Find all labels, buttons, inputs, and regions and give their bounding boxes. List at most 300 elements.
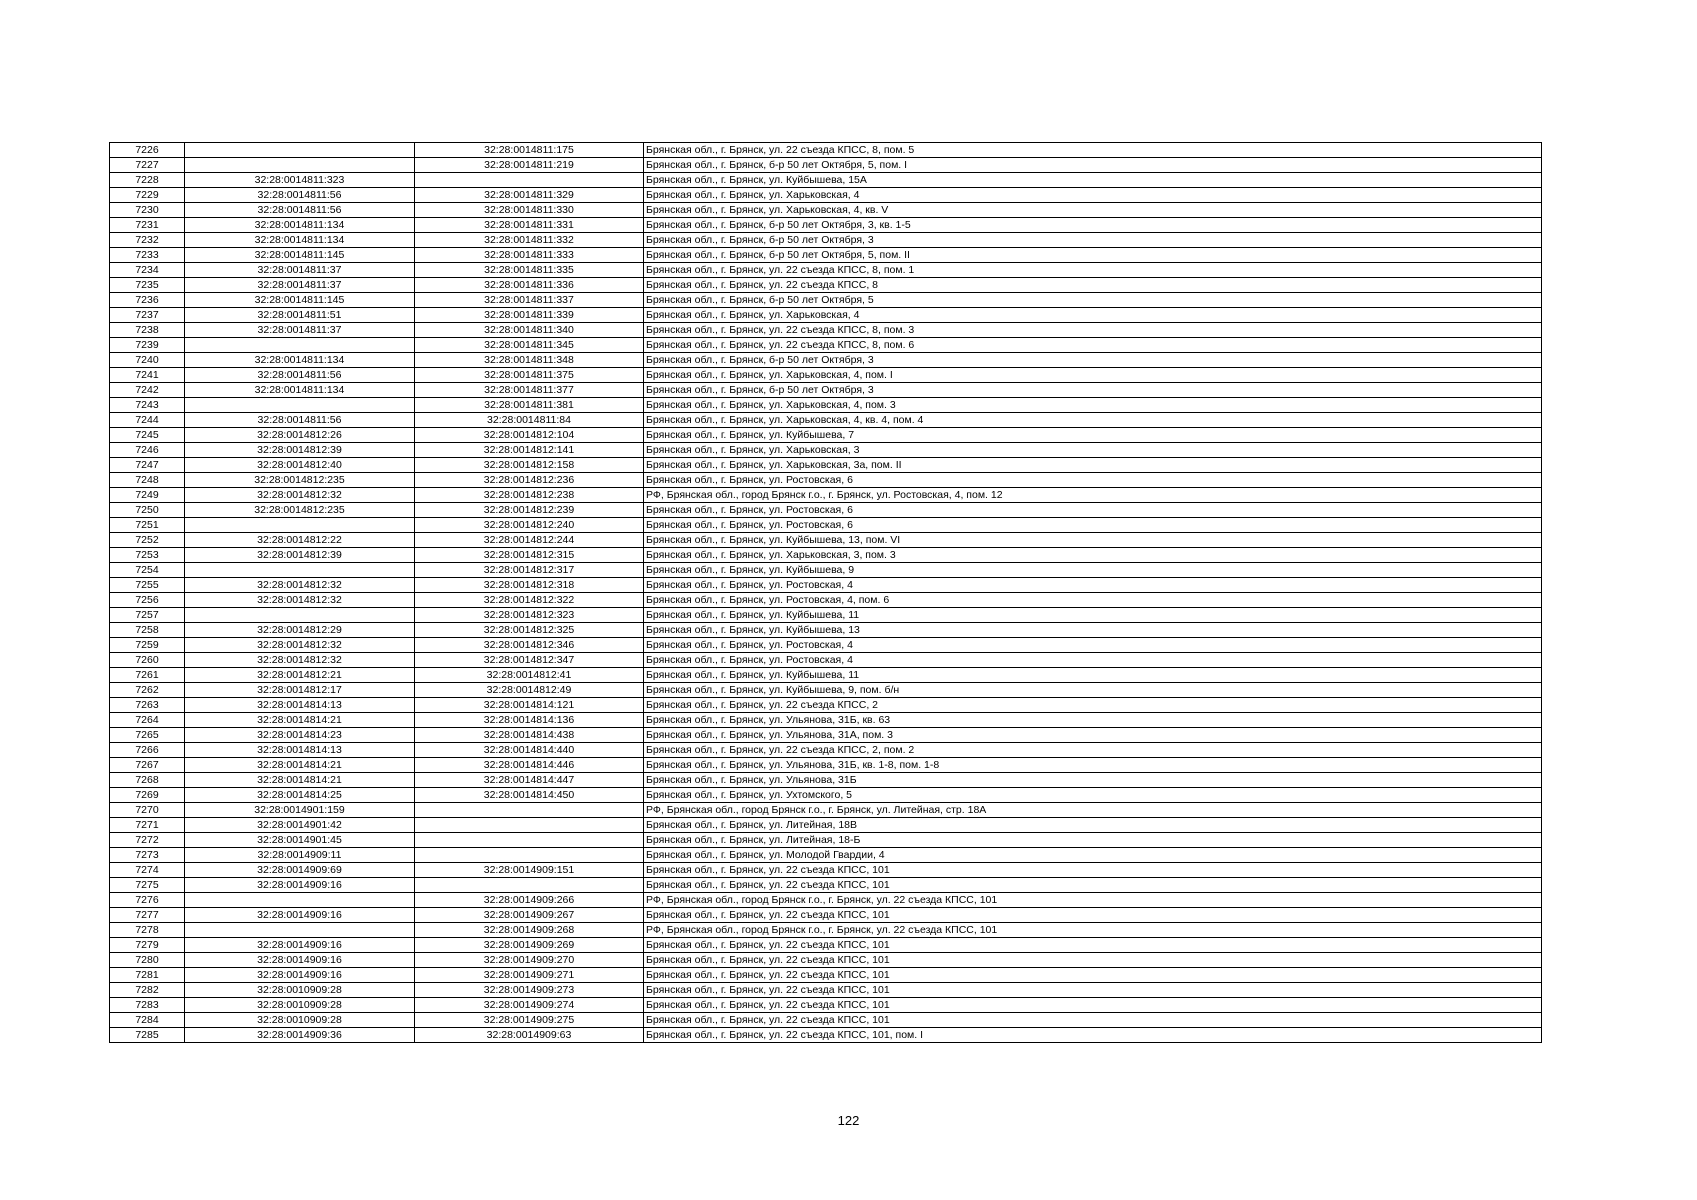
object-cadastral-number-cell [415,878,644,893]
row-number-cell: 7284 [110,1013,185,1028]
row-number-cell: 7275 [110,878,185,893]
address-cell: Брянская обл., г. Брянск, ул. 22 съезда КПСС, 8, пом. 5 [644,143,1542,158]
table-row [110,143,1542,158]
table-row [110,308,1542,323]
row-number-cell: 7250 [110,503,185,518]
table-row [110,1013,1542,1028]
land-cadastral-number-cell [185,158,415,173]
land-cadastral-number-cell: 32:28:0014901:159 [185,803,415,818]
row-number-cell: 7239 [110,338,185,353]
object-cadastral-number-cell: 32:28:0014909:269 [415,938,644,953]
table-row [110,188,1542,203]
land-cadastral-number-cell: 32:28:0014814:13 [185,698,415,713]
address-cell: Брянская обл., г. Брянск, ул. Литейная, 18-Б [644,833,1542,848]
address-cell: Брянская обл., г. Брянск, ул. 22 съезда КПСС, 2 [644,698,1542,713]
address-cell: Брянская обл., г. Брянск, ул. Ростовская, 6 [644,518,1542,533]
address-cell: Брянская обл., г. Брянск, ул. Харьковская, 3, пом. 3 [644,548,1542,563]
land-cadastral-number-cell: 32:28:0014812:40 [185,458,415,473]
row-number-cell: 7262 [110,683,185,698]
row-number-cell: 7246 [110,443,185,458]
row-number-cell: 7240 [110,353,185,368]
row-number-cell: 7238 [110,323,185,338]
object-cadastral-number-cell: 32:28:0014909:266 [415,893,644,908]
land-cadastral-number-cell: 32:28:0014811:56 [185,188,415,203]
row-number-cell: 7241 [110,368,185,383]
address-cell: Брянская обл., г. Брянск, ул. 22 съезда КПСС, 101 [644,968,1542,983]
address-cell: Брянская обл., г. Брянск, ул. Ростовская, 6 [644,503,1542,518]
table-row [110,158,1542,173]
table-row [110,968,1542,983]
table-row [110,383,1542,398]
table-row [110,983,1542,998]
address-cell: Брянская обл., г. Брянск, ул. Харьковская, 4, кв. 4, пом. 4 [644,413,1542,428]
address-cell: Брянская обл., г. Брянск, ул. 22 съезда КПСС, 101 [644,938,1542,953]
row-number-cell: 7236 [110,293,185,308]
land-cadastral-number-cell: 32:28:0010909:28 [185,998,415,1013]
address-cell: Брянская обл., г. Брянск, ул. 22 съезда КПСС, 101 [644,878,1542,893]
table-row [110,998,1542,1013]
address-cell: Брянская обл., г. Брянск, ул. 22 съезда КПСС, 101 [644,953,1542,968]
registry-table-body [110,143,1542,1043]
table-row [110,848,1542,863]
address-cell: Брянская обл., г. Брянск, ул. Ухтомского, 5 [644,788,1542,803]
land-cadastral-number-cell: 32:28:0014901:45 [185,833,415,848]
table-row [110,803,1542,818]
land-cadastral-number-cell: 32:28:0014811:51 [185,308,415,323]
object-cadastral-number-cell: 32:28:0014909:268 [415,923,644,938]
address-cell: Брянская обл., г. Брянск, ул. Харьковская, 4, пом. 3 [644,398,1542,413]
registry-table [109,142,1542,1043]
object-cadastral-number-cell: 32:28:0014812:158 [415,458,644,473]
address-cell: Брянская обл., г. Брянск, ул. Куйбышева, 9, пом. б/н [644,683,1542,698]
land-cadastral-number-cell: 32:28:0014811:145 [185,248,415,263]
land-cadastral-number-cell: 32:28:0014811:134 [185,383,415,398]
row-number-cell: 7255 [110,578,185,593]
table-row [110,503,1542,518]
object-cadastral-number-cell: 32:28:0014812:346 [415,638,644,653]
land-cadastral-number-cell: 32:28:0014812:21 [185,668,415,683]
table-row [110,638,1542,653]
address-cell: Брянская обл., г. Брянск, б-р 50 лет Октября, 5, пом. II [644,248,1542,263]
row-number-cell: 7280 [110,953,185,968]
address-cell: Брянская обл., г. Брянск, ул. 22 съезда КПСС, 8, пом. 1 [644,263,1542,278]
row-number-cell: 7227 [110,158,185,173]
row-number-cell: 7276 [110,893,185,908]
address-cell: Брянская обл., г. Брянск, ул. Ростовская, 4, пом. 6 [644,593,1542,608]
land-cadastral-number-cell [185,923,415,938]
address-cell: Брянская обл., г. Брянск, б-р 50 лет Октября, 3, кв. 1-5 [644,218,1542,233]
land-cadastral-number-cell: 32:28:0014814:21 [185,758,415,773]
address-cell: Брянская обл., г. Брянск, б-р 50 лет Октября, 3 [644,233,1542,248]
land-cadastral-number-cell: 32:28:0014909:69 [185,863,415,878]
address-cell: Брянская обл., г. Брянск, ул. Куйбышева, 9 [644,563,1542,578]
table-row [110,338,1542,353]
land-cadastral-number-cell: 32:28:0014811:56 [185,368,415,383]
land-cadastral-number-cell: 32:28:0014814:23 [185,728,415,743]
row-number-cell: 7233 [110,248,185,263]
object-cadastral-number-cell: 32:28:0014909:270 [415,953,644,968]
table-row [110,593,1542,608]
address-cell: Брянская обл., г. Брянск, ул. Ульянова, 31Б [644,773,1542,788]
address-cell: Брянская обл., г. Брянск, б-р 50 лет Октября, 5 [644,293,1542,308]
address-cell: Брянская обл., г. Брянск, ул. 22 съезда КПСС, 101, пом. I [644,1028,1542,1043]
table-row [110,698,1542,713]
table-row [110,938,1542,953]
address-cell: Брянская обл., г. Брянск, ул. Ростовская, 4 [644,638,1542,653]
table-row [110,518,1542,533]
row-number-cell: 7258 [110,623,185,638]
address-cell: Брянская обл., г. Брянск, ул. 22 съезда КПСС, 8, пом. 3 [644,323,1542,338]
table-row [110,953,1542,968]
table-row [110,203,1542,218]
address-cell: Брянская обл., г. Брянск, ул. Молодой Гвардии, 4 [644,848,1542,863]
address-cell: Брянская обл., г. Брянск, б-р 50 лет Октября, 3 [644,353,1542,368]
address-cell: Брянская обл., г. Брянск, ул. Харьковская, 4, пом. I [644,368,1542,383]
row-number-cell: 7281 [110,968,185,983]
land-cadastral-number-cell: 32:28:0010909:28 [185,1013,415,1028]
object-cadastral-number-cell [415,818,644,833]
table-row [110,833,1542,848]
object-cadastral-number-cell: 32:28:0014812:238 [415,488,644,503]
row-number-cell: 7271 [110,818,185,833]
object-cadastral-number-cell: 32:28:0014814:446 [415,758,644,773]
row-number-cell: 7232 [110,233,185,248]
address-cell: Брянская обл., г. Брянск, ул. Литейная, 18В [644,818,1542,833]
address-cell: Брянская обл., г. Брянск, ул. Ростовская, 4 [644,653,1542,668]
object-cadastral-number-cell: 32:28:0014812:323 [415,608,644,623]
table-row [110,773,1542,788]
row-number-cell: 7249 [110,488,185,503]
row-number-cell: 7247 [110,458,185,473]
object-cadastral-number-cell: 32:28:0014811:381 [415,398,644,413]
land-cadastral-number-cell: 32:28:0014812:26 [185,428,415,443]
table-row [110,458,1542,473]
land-cadastral-number-cell: 32:28:0014909:36 [185,1028,415,1043]
object-cadastral-number-cell: 32:28:0014811:329 [415,188,644,203]
land-cadastral-number-cell: 32:28:0014812:22 [185,533,415,548]
page-number: 122 [837,1113,860,1128]
object-cadastral-number-cell: 32:28:0014811:175 [415,143,644,158]
table-row [110,248,1542,263]
land-cadastral-number-cell: 32:28:0014811:145 [185,293,415,308]
row-number-cell: 7264 [110,713,185,728]
row-number-cell: 7259 [110,638,185,653]
land-cadastral-number-cell: 32:28:0014814:21 [185,773,415,788]
table-row [110,743,1542,758]
land-cadastral-number-cell [185,398,415,413]
object-cadastral-number-cell: 32:28:0014811:335 [415,263,644,278]
land-cadastral-number-cell: 32:28:0014811:323 [185,173,415,188]
row-number-cell: 7231 [110,218,185,233]
row-number-cell: 7230 [110,203,185,218]
object-cadastral-number-cell: 32:28:0014811:333 [415,248,644,263]
table-row [110,863,1542,878]
object-cadastral-number-cell: 32:28:0014812:244 [415,533,644,548]
object-cadastral-number-cell: 32:28:0014814:121 [415,698,644,713]
address-cell: Брянская обл., г. Брянск, ул. Ульянова, 31Б, кв. 1-8, пом. 1-8 [644,758,1542,773]
address-cell: Брянская обл., г. Брянск, ул. Куйбышева, 13 [644,623,1542,638]
address-cell: Брянская обл., г. Брянск, ул. 22 съезда КПСС, 101 [644,998,1542,1013]
row-number-cell: 7248 [110,473,185,488]
land-cadastral-number-cell: 32:28:0014811:37 [185,263,415,278]
row-number-cell: 7256 [110,593,185,608]
land-cadastral-number-cell: 32:28:0014814:13 [185,743,415,758]
land-cadastral-number-cell: 32:28:0014812:29 [185,623,415,638]
object-cadastral-number-cell: 32:28:0014909:267 [415,908,644,923]
address-cell: РФ, Брянская обл., город Брянск г.о., г. Брянск, ул. Ростовская, 4, пом. 12 [644,488,1542,503]
object-cadastral-number-cell: 32:28:0014812:322 [415,593,644,608]
land-cadastral-number-cell [185,338,415,353]
row-number-cell: 7277 [110,908,185,923]
address-cell: Брянская обл., г. Брянск, ул. Куйбышева, 15А [644,173,1542,188]
object-cadastral-number-cell: 32:28:0014811:345 [415,338,644,353]
row-number-cell: 7273 [110,848,185,863]
object-cadastral-number-cell: 32:28:0014811:330 [415,203,644,218]
land-cadastral-number-cell: 32:28:0014812:39 [185,443,415,458]
address-cell: Брянская обл., г. Брянск, ул. Харьковская, 4, кв. V [644,203,1542,218]
object-cadastral-number-cell: 32:28:0014814:136 [415,713,644,728]
row-number-cell: 7254 [110,563,185,578]
row-number-cell: 7229 [110,188,185,203]
table-row [110,788,1542,803]
object-cadastral-number-cell [415,848,644,863]
land-cadastral-number-cell: 32:28:0014811:56 [185,203,415,218]
object-cadastral-number-cell: 32:28:0014814:440 [415,743,644,758]
table-row [110,923,1542,938]
object-cadastral-number-cell: 32:28:0014812:239 [415,503,644,518]
table-row [110,488,1542,503]
land-cadastral-number-cell: 32:28:0014909:11 [185,848,415,863]
object-cadastral-number-cell: 32:28:0014812:325 [415,623,644,638]
object-cadastral-number-cell: 32:28:0014814:447 [415,773,644,788]
table-row [110,413,1542,428]
land-cadastral-number-cell: 32:28:0014909:16 [185,938,415,953]
object-cadastral-number-cell: 32:28:0014811:331 [415,218,644,233]
address-cell: Брянская обл., г. Брянск, ул. Ростовская, 6 [644,473,1542,488]
land-cadastral-number-cell: 32:28:0014814:25 [185,788,415,803]
land-cadastral-number-cell: 32:28:0014811:134 [185,233,415,248]
object-cadastral-number-cell: 32:28:0014812:240 [415,518,644,533]
object-cadastral-number-cell: 32:28:0014812:315 [415,548,644,563]
object-cadastral-number-cell: 32:28:0014812:347 [415,653,644,668]
row-number-cell: 7285 [110,1028,185,1043]
row-number-cell: 7253 [110,548,185,563]
object-cadastral-number-cell: 32:28:0014811:348 [415,353,644,368]
row-number-cell: 7251 [110,518,185,533]
address-cell: РФ, Брянская обл., город Брянск г.о., г. Брянск, ул. 22 съезда КПСС, 101 [644,923,1542,938]
table-row [110,728,1542,743]
land-cadastral-number-cell: 32:28:0014812:32 [185,578,415,593]
address-cell: Брянская обл., г. Брянск, б-р 50 лет Октября, 5, пом. I [644,158,1542,173]
land-cadastral-number-cell: 32:28:0014814:21 [185,713,415,728]
row-number-cell: 7245 [110,428,185,443]
object-cadastral-number-cell [415,173,644,188]
address-cell: Брянская обл., г. Брянск, ул. Куйбышева, 13, пом. VI [644,533,1542,548]
row-number-cell: 7278 [110,923,185,938]
land-cadastral-number-cell [185,893,415,908]
row-number-cell: 7270 [110,803,185,818]
table-row [110,893,1542,908]
row-number-cell: 7234 [110,263,185,278]
table-row [110,1028,1542,1043]
object-cadastral-number-cell: 32:28:0014811:84 [415,413,644,428]
object-cadastral-number-cell: 32:28:0014811:336 [415,278,644,293]
object-cadastral-number-cell: 32:28:0014812:49 [415,683,644,698]
land-cadastral-number-cell: 32:28:0014811:134 [185,218,415,233]
row-number-cell: 7266 [110,743,185,758]
table-row [110,578,1542,593]
object-cadastral-number-cell: 32:28:0014811:377 [415,383,644,398]
object-cadastral-number-cell: 32:28:0014811:332 [415,233,644,248]
table-row [110,473,1542,488]
row-number-cell: 7267 [110,758,185,773]
object-cadastral-number-cell [415,803,644,818]
address-cell: Брянская обл., г. Брянск, ул. 22 съезда КПСС, 101 [644,863,1542,878]
address-cell: Брянская обл., г. Брянск, ул. Куйбышева, 11 [644,668,1542,683]
address-cell: Брянская обл., г. Брянск, ул. Ульянова, 31А, пом. 3 [644,728,1542,743]
row-number-cell: 7279 [110,938,185,953]
row-number-cell: 7269 [110,788,185,803]
address-cell: Брянская обл., г. Брянск, ул. 22 съезда КПСС, 101 [644,983,1542,998]
object-cadastral-number-cell: 32:28:0014909:271 [415,968,644,983]
table-row [110,713,1542,728]
table-row [110,428,1542,443]
table-row [110,908,1542,923]
row-number-cell: 7252 [110,533,185,548]
row-number-cell: 7235 [110,278,185,293]
object-cadastral-number-cell: 32:28:0014811:340 [415,323,644,338]
land-cadastral-number-cell: 32:28:0010909:28 [185,983,415,998]
object-cadastral-number-cell: 32:28:0014814:438 [415,728,644,743]
table-row [110,758,1542,773]
table-row [110,818,1542,833]
object-cadastral-number-cell: 32:28:0014812:236 [415,473,644,488]
row-number-cell: 7263 [110,698,185,713]
table-row [110,293,1542,308]
land-cadastral-number-cell: 32:28:0014812:32 [185,638,415,653]
address-cell: РФ, Брянская обл., город Брянск г.о., г. Брянск, ул. Литейная, стр. 18А [644,803,1542,818]
object-cadastral-number-cell: 32:28:0014811:375 [415,368,644,383]
table-row [110,653,1542,668]
table-row [110,398,1542,413]
object-cadastral-number-cell: 32:28:0014811:219 [415,158,644,173]
object-cadastral-number-cell [415,833,644,848]
object-cadastral-number-cell: 32:28:0014812:318 [415,578,644,593]
land-cadastral-number-cell: 32:28:0014812:39 [185,548,415,563]
address-cell: Брянская обл., г. Брянск, ул. Харьковская, 3 [644,443,1542,458]
table-row [110,368,1542,383]
land-cadastral-number-cell: 32:28:0014812:32 [185,488,415,503]
table-row [110,683,1542,698]
row-number-cell: 7282 [110,983,185,998]
address-cell: Брянская обл., г. Брянск, б-р 50 лет Октября, 3 [644,383,1542,398]
address-cell: Брянская обл., г. Брянск, ул. Харьковская, 3а, пом. II [644,458,1542,473]
address-cell: Брянская обл., г. Брянск, ул. Ростовская, 4 [644,578,1542,593]
row-number-cell: 7228 [110,173,185,188]
object-cadastral-number-cell: 32:28:0014812:141 [415,443,644,458]
row-number-cell: 7257 [110,608,185,623]
row-number-cell: 7237 [110,308,185,323]
row-number-cell: 7283 [110,998,185,1013]
object-cadastral-number-cell: 32:28:0014811:337 [415,293,644,308]
table-row [110,278,1542,293]
row-number-cell: 7272 [110,833,185,848]
land-cadastral-number-cell: 32:28:0014812:235 [185,503,415,518]
land-cadastral-number-cell [185,563,415,578]
object-cadastral-number-cell: 32:28:0014909:63 [415,1028,644,1043]
object-cadastral-number-cell: 32:28:0014812:104 [415,428,644,443]
land-cadastral-number-cell: 32:28:0014909:16 [185,908,415,923]
row-number-cell: 7242 [110,383,185,398]
table-row [110,233,1542,248]
land-cadastral-number-cell [185,518,415,533]
address-cell: Брянская обл., г. Брянск, ул. 22 съезда КПСС, 8 [644,278,1542,293]
land-cadastral-number-cell: 32:28:0014909:16 [185,878,415,893]
row-number-cell: 7268 [110,773,185,788]
land-cadastral-number-cell: 32:28:0014812:235 [185,473,415,488]
land-cadastral-number-cell: 32:28:0014812:32 [185,593,415,608]
table-row [110,323,1542,338]
row-number-cell: 7265 [110,728,185,743]
address-cell: Брянская обл., г. Брянск, ул. 22 съезда КПСС, 101 [644,908,1542,923]
row-number-cell: 7226 [110,143,185,158]
table-row [110,878,1542,893]
table-row [110,623,1542,638]
address-cell: Брянская обл., г. Брянск, ул. 22 съезда КПСС, 2, пом. 2 [644,743,1542,758]
table-row [110,548,1542,563]
object-cadastral-number-cell: 32:28:0014909:274 [415,998,644,1013]
land-cadastral-number-cell: 32:28:0014812:17 [185,683,415,698]
table-row [110,443,1542,458]
table-row [110,263,1542,278]
land-cadastral-number-cell: 32:28:0014812:32 [185,653,415,668]
object-cadastral-number-cell: 32:28:0014909:275 [415,1013,644,1028]
land-cadastral-number-cell: 32:28:0014811:37 [185,323,415,338]
address-cell: Брянская обл., г. Брянск, ул. Куйбышева, 7 [644,428,1542,443]
land-cadastral-number-cell: 32:28:0014811:134 [185,353,415,368]
address-cell: Брянская обл., г. Брянск, ул. 22 съезда КПСС, 8, пом. 6 [644,338,1542,353]
object-cadastral-number-cell: 32:28:0014812:317 [415,563,644,578]
land-cadastral-number-cell [185,143,415,158]
row-number-cell: 7260 [110,653,185,668]
address-cell: Брянская обл., г. Брянск, ул. Куйбышева, 11 [644,608,1542,623]
land-cadastral-number-cell [185,608,415,623]
land-cadastral-number-cell: 32:28:0014811:37 [185,278,415,293]
object-cadastral-number-cell: 32:28:0014909:273 [415,983,644,998]
object-cadastral-number-cell: 32:28:0014814:450 [415,788,644,803]
land-cadastral-number-cell: 32:28:0014909:16 [185,953,415,968]
row-number-cell: 7261 [110,668,185,683]
address-cell: Брянская обл., г. Брянск, ул. Харьковская, 4 [644,308,1542,323]
object-cadastral-number-cell: 32:28:0014812:41 [415,668,644,683]
row-number-cell: 7243 [110,398,185,413]
table-row [110,668,1542,683]
land-cadastral-number-cell: 32:28:0014909:16 [185,968,415,983]
object-cadastral-number-cell: 32:28:0014909:151 [415,863,644,878]
address-cell: Брянская обл., г. Брянск, ул. Ульянова, 31Б, кв. 63 [644,713,1542,728]
table-row [110,563,1542,578]
address-cell: Брянская обл., г. Брянск, ул. Харьковская, 4 [644,188,1542,203]
land-cadastral-number-cell: 32:28:0014901:42 [185,818,415,833]
table-row [110,608,1542,623]
table-row [110,533,1542,548]
row-number-cell: 7274 [110,863,185,878]
land-cadastral-number-cell: 32:28:0014811:56 [185,413,415,428]
row-number-cell: 7244 [110,413,185,428]
table-row [110,218,1542,233]
address-cell: Брянская обл., г. Брянск, ул. 22 съезда КПСС, 101 [644,1013,1542,1028]
table-row [110,173,1542,188]
